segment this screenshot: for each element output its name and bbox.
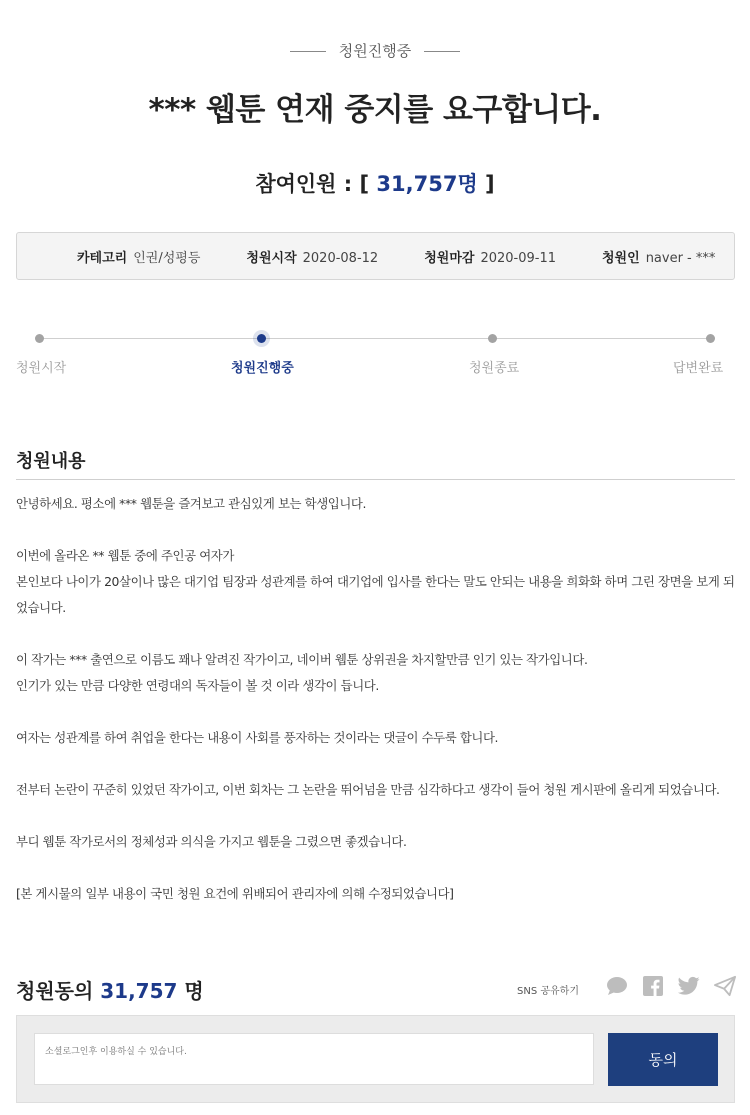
- info-author: [602, 247, 715, 266]
- content-line: 부디 웹툰 작가로서의 정체성과 의식을 가지고 웹툰을 그렸으면 좋겠습니다.: [16, 834, 407, 849]
- content-line: 전부터 논란이 꾸준히 있었던 작가이고, 이번 회차는 그 논란을 뛰어넘을 만큼 심각하다고 생각이 들어 청원 게시판에 올리게 되었습니다.: [16, 782, 720, 797]
- content-paragraph: [16, 829, 736, 855]
- step-label-ended: 청원종료: [469, 361, 520, 376]
- progress-dot-in-progress: [257, 334, 266, 343]
- content-line: 여자는 성관계를 하여 취업을 한다는 내용이 사회를 풍자하는 것이라는 댓글이 수두룩 합니다.: [16, 730, 499, 745]
- category-value: 인권/성평등: [133, 250, 201, 266]
- end-label: 청원마감: [424, 250, 475, 266]
- divider-left: [290, 51, 326, 52]
- content-paragraph: [16, 881, 736, 907]
- content-line: 이번에 올라온 ** 웹툰 중에 주인공 여자가: [16, 548, 234, 563]
- progress-track: [39, 338, 711, 339]
- twitter-icon[interactable]: [678, 975, 700, 997]
- content-line: 이 작가는 *** 출연으로 이름도 꽤나 알려진 작가이고, 네이버 웹툰 상위권을 차지할만큼 인기 있는 작가입니다.: [16, 652, 588, 667]
- content-paragraph: [16, 491, 736, 517]
- progress-dot-answered: [706, 334, 715, 343]
- content-line: 안녕하세요. 평소에 *** 웹툰을 즐겨보고 관심있게 보는 학생입니다.: [16, 496, 367, 511]
- author-value: naver - ***: [645, 250, 716, 266]
- sns-icons: [606, 975, 736, 997]
- content-line: 인기가 있는 만큼 다양한 연령대의 독자들이 볼 것 이라 생각이 듭니다.: [16, 678, 379, 693]
- agree-button[interactable]: 동의: [608, 1033, 718, 1086]
- count-value: 31,757명: [376, 172, 478, 196]
- section-divider: [16, 479, 735, 480]
- progress-dot-ended: [488, 334, 497, 343]
- step-label-start: 청원시작: [16, 361, 67, 376]
- comment-input[interactable]: [34, 1033, 594, 1085]
- content-paragraph: [16, 647, 736, 699]
- paper-plane-icon[interactable]: [714, 975, 736, 997]
- speech-bubble-icon[interactable]: [606, 975, 628, 997]
- petition-status: [0, 40, 750, 61]
- agree-title-suffix: 명: [177, 979, 204, 1003]
- comment-box: [16, 1015, 735, 1103]
- petition-info-box: [16, 232, 735, 280]
- info-start: [246, 247, 378, 266]
- end-value: 2020-09-11: [480, 250, 556, 266]
- step-label-in-progress: 청원진행중: [231, 361, 294, 376]
- start-label: 청원시작: [246, 250, 297, 266]
- divider-right: [424, 51, 460, 52]
- info-end: [424, 247, 556, 266]
- content-paragraph: [16, 777, 736, 803]
- participant-count: [0, 168, 750, 198]
- category-label: 카테고리: [77, 250, 128, 266]
- step-label-answered: 답변완료: [673, 361, 724, 376]
- start-value: 2020-08-12: [302, 250, 379, 266]
- author-label: 청원인: [602, 250, 640, 266]
- count-prefix: 참여인원 : [: [255, 172, 377, 196]
- facebook-icon[interactable]: [642, 975, 664, 997]
- content-line: [본 게시물의 일부 내용이 국민 청원 요건에 위배되어 관리자에 의해 수정되었습니다]: [16, 886, 454, 901]
- status-text: 청원진행중: [338, 42, 412, 60]
- progress-dot-start: [35, 334, 44, 343]
- content-paragraph: [16, 543, 736, 621]
- agree-title-count: 31,757: [100, 979, 178, 1003]
- page-title: *** 웹툰 연재 중지를 요구합니다.: [148, 92, 602, 128]
- count-suffix: ]: [477, 172, 495, 196]
- petition-content: [16, 491, 736, 907]
- content-section-title: 청원내용: [16, 451, 86, 472]
- content-line: 본인보다 나이가 20살이나 많은 대기업 팀장과 성관계를 하여 대기업에 입사를 한다는 말도 안되는 내용을 희화화 하며 그린 장면을 보게 되었습니다.: [16, 574, 735, 615]
- agree-title-prefix: 청원동의: [16, 979, 101, 1003]
- sns-share-label: SNS 공유하기: [517, 986, 579, 997]
- info-category: [77, 247, 200, 266]
- agree-count-title: [16, 975, 204, 1004]
- content-paragraph: [16, 725, 736, 751]
